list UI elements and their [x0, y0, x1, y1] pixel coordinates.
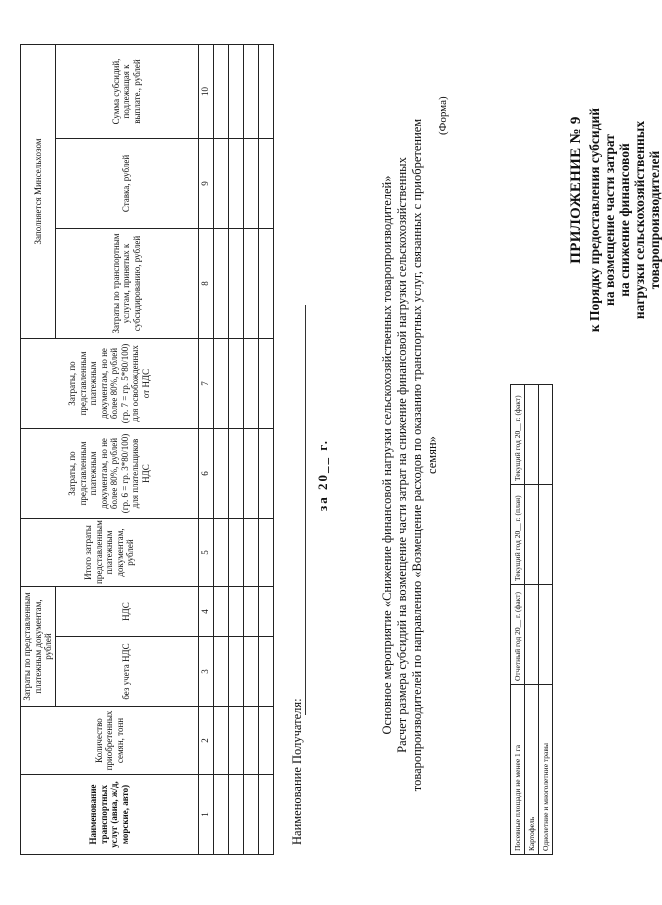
table-cell[interactable]	[228, 229, 243, 339]
header-seed-quantity: Количество приобретенных семян, тонн	[21, 707, 199, 775]
table-cell[interactable]	[228, 775, 243, 855]
table-cell[interactable]	[258, 519, 273, 587]
table-cell[interactable]	[213, 339, 228, 429]
table-cell[interactable]	[213, 707, 228, 775]
header-total-costs: Итого затраты представленным платежным документам, рублей	[21, 519, 199, 587]
column-number: 7	[198, 339, 213, 429]
table-cell[interactable]	[228, 587, 243, 637]
table-cell[interactable]	[243, 775, 258, 855]
table-row	[243, 44, 258, 854]
area-cell[interactable]	[539, 485, 553, 585]
header-transport-services: Наименование транспортных услуг (авиа, ж/д, морские, авто)	[21, 775, 199, 855]
table-cell[interactable]	[213, 519, 228, 587]
area-row	[525, 385, 539, 855]
table-cell[interactable]	[258, 229, 273, 339]
period: за 20__ г.	[315, 439, 330, 511]
column-number: 5	[198, 519, 213, 587]
area-header-cell: Посевные площади не менее 1 га	[511, 685, 525, 855]
appendix-subtitle-line: на возмещение части затрат	[602, 134, 617, 306]
table-cell[interactable]	[228, 707, 243, 775]
table-cell[interactable]	[228, 139, 243, 229]
table-cell[interactable]	[213, 429, 228, 519]
column-number: 4	[198, 587, 213, 637]
column-number: 10	[198, 44, 213, 138]
table-cell[interactable]	[258, 775, 273, 855]
appendix-title: ПРИЛОЖЕНИЕ № 9	[568, 116, 584, 264]
table-cell[interactable]	[243, 707, 258, 775]
column-number: 6	[198, 429, 213, 519]
intro-line: товаропроизводителей по направлению «Возмещение расходов по оказанию транспортных услуг, связанных с приобретением	[410, 118, 424, 792]
area-cell[interactable]	[525, 485, 539, 585]
table-cell[interactable]	[258, 139, 273, 229]
intro-line: Расчет размера субсидий на возмещение части затрат на снижение финансовой нагрузки сельскохозяйственных	[395, 157, 409, 753]
header-costs-vat-exempt: Затраты, по представленным платежным документам, но не более 80%, рублей (гр. 7 = гр. 5*80/100) для освобожденных от НДС	[21, 339, 199, 429]
table-cell[interactable]	[258, 637, 273, 707]
table-cell[interactable]	[228, 44, 243, 138]
table-row	[258, 44, 273, 854]
header-payment-costs: Затраты по представленным платежным документам, рублей	[21, 587, 56, 707]
table-cell[interactable]	[258, 587, 273, 637]
table-cell[interactable]	[243, 587, 258, 637]
area-header-cell: Текущий год 20__ г. (факт)	[511, 385, 525, 485]
area-cell[interactable]	[539, 385, 553, 485]
table-cell[interactable]	[213, 139, 228, 229]
area-cell[interactable]	[525, 385, 539, 485]
recipient-label: Наименование Получателя:	[290, 698, 304, 845]
header-without-vat: без учета НДС	[55, 637, 198, 707]
area-cell[interactable]	[539, 585, 553, 685]
table-cell[interactable]	[213, 229, 228, 339]
intro-line: семян»	[425, 436, 439, 474]
header-minselhoz: Заполняется Минсельхозом	[21, 44, 56, 338]
table-cell[interactable]	[228, 339, 243, 429]
column-number: 1	[198, 775, 213, 855]
table-row	[213, 44, 228, 854]
area-row	[539, 385, 553, 855]
intro-line: Основное мероприятие «Снижение финансовой нагрузки сельскохозяйственных товаропроизводителей»	[380, 175, 394, 735]
table-cell[interactable]	[243, 339, 258, 429]
table-cell[interactable]	[213, 775, 228, 855]
column-number: 3	[198, 637, 213, 707]
table-cell[interactable]	[243, 44, 258, 138]
table-row	[228, 44, 243, 854]
area-header-cell: Текущий год 20__ г. (план)	[511, 485, 525, 585]
table-cell[interactable]	[243, 229, 258, 339]
header-accepted-costs: Затраты по транспортным услугам, принятых к субсидированию, рублей	[55, 229, 198, 339]
column-number: 9	[198, 139, 213, 229]
column-number: 2	[198, 707, 213, 775]
table-cell[interactable]	[213, 637, 228, 707]
area-table	[510, 384, 553, 855]
table-cell[interactable]	[213, 587, 228, 637]
header-subsidy-amount: Сумма субсидий, подлежащая к выплате., рублей	[55, 44, 198, 138]
table-cell[interactable]	[243, 139, 258, 229]
column-number: 8	[198, 229, 213, 339]
appendix-subtitle-line: нагрузки сельскохозяйственных	[632, 120, 647, 320]
table-cell[interactable]	[213, 44, 228, 138]
area-header-cell: Отчетный год 20__ г. (факт)	[511, 585, 525, 685]
appendix-subtitle-line: к Порядку предоставления субсидий	[587, 107, 602, 333]
subsidy-table	[20, 44, 274, 855]
table-cell[interactable]	[243, 519, 258, 587]
recipient-input-line[interactable]	[305, 305, 306, 715]
header-vat: НДС	[55, 587, 198, 637]
table-cell[interactable]	[228, 637, 243, 707]
area-cell[interactable]	[525, 585, 539, 685]
table-cell[interactable]	[228, 519, 243, 587]
form-label: (Форма)	[437, 96, 449, 135]
appendix-subtitle-line: товаропроизводителей	[647, 150, 662, 290]
table-cell[interactable]	[258, 44, 273, 138]
table-cell[interactable]	[258, 339, 273, 429]
intro-text	[380, 95, 440, 815]
column-number-row	[198, 44, 213, 854]
area-crop-name: Картофель	[525, 685, 539, 855]
header-rate: Ставка, рублей	[55, 139, 198, 229]
header-costs-vat-payers: Затраты, по представленным платежным документам, но не более 80%, рублей (гр. 6 = гр. 3*80/100) для плательщиков НДС	[21, 429, 199, 519]
table-cell[interactable]	[258, 429, 273, 519]
table-cell[interactable]	[258, 707, 273, 775]
table-cell[interactable]	[243, 429, 258, 519]
appendix-subtitle	[587, 35, 662, 405]
appendix-subtitle-line: на снижение финансовой	[617, 143, 632, 297]
area-crop-name: Однолетние и многолетние травы	[539, 685, 553, 855]
table-cell[interactable]	[243, 637, 258, 707]
table-cell[interactable]	[228, 429, 243, 519]
